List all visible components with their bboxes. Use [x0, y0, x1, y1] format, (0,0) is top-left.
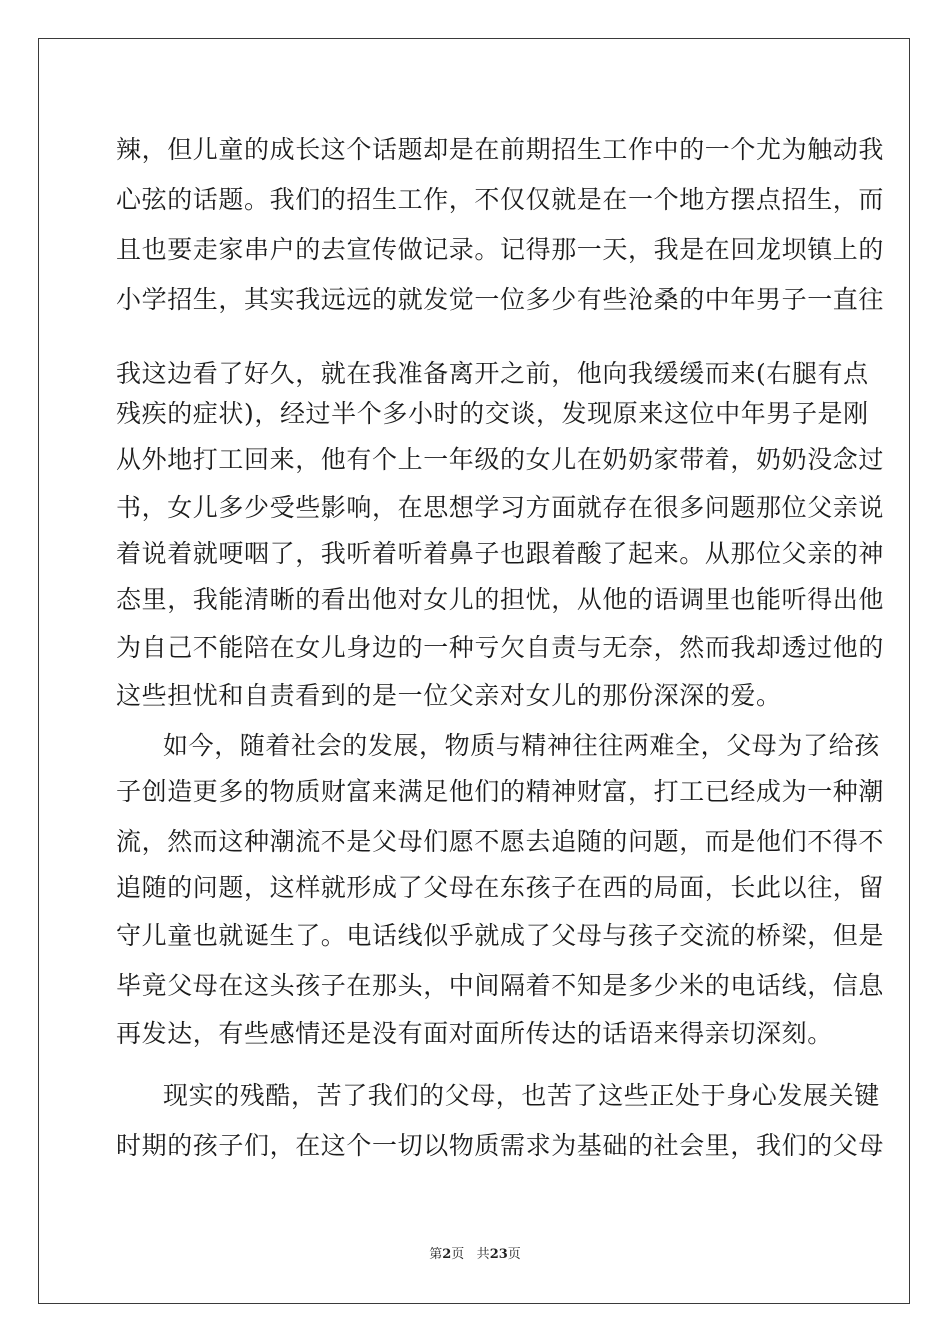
- text-line: 为自己不能陪在女儿身边的一种亏欠自责与无奈，然而我却透过他的: [116, 633, 885, 662]
- text-line: 残疾的症状)，经过半个多小时的交谈，发现原来这位中年男子是刚: [116, 399, 869, 428]
- text-line: 子创造更多的物质财富来满足他们的精神财富，打工已经成为一种潮: [116, 777, 885, 806]
- text-line: 心弦的话题。我们的招生工作，不仅仅就是在一个地方摆点招生，而: [116, 185, 885, 214]
- text-line: 守儿童也就诞生了。电话线似乎就成了父母与孩子交流的桥梁，但是: [116, 921, 885, 950]
- page-label-suffix: 页: [451, 1247, 465, 1262]
- page-label-prefix: 第: [429, 1247, 443, 1262]
- text-line: 时期的孩子们，在这个一切以物质需求为基础的社会里，我们的父母: [116, 1131, 885, 1160]
- text-line: 且也要走家串户的去宣传做记录。记得那一天，我是在回龙坝镇上的: [116, 235, 885, 264]
- text-line: 追随的问题，这样就形成了父母在东孩子在西的局面，长此以往，留: [116, 873, 885, 902]
- text-line: 态里，我能清晰的看出他对女儿的担忧，从他的语调里也能听得出他: [116, 585, 885, 614]
- text-line: 辣，但儿童的成长这个话题却是在前期招生工作中的一个尤为触动我: [116, 135, 885, 164]
- text-line: 小学招生，其实我远远的就发觉一位多少有些沧桑的中年男子一直往: [116, 285, 885, 314]
- text-line: 着说着就哽咽了，我听着听着鼻子也跟着酸了起来。从那位父亲的神: [116, 539, 885, 568]
- text-line: 从外地打工回来，他有个上一年级的女儿在奶奶家带着，奶奶没念过: [116, 445, 885, 474]
- paragraph-start-line: 如今，随着社会的发展，物质与精神往往两难全，父母为了给孩: [163, 731, 880, 760]
- page-footer: [0, 1246, 950, 1264]
- text-line: 流，然而这种潮流不是父母们愿不愿去追随的问题，而是他们不得不: [116, 827, 885, 856]
- text-line: 毕竟父母在这头孩子在那头，中间隔着不知是多少米的电话线，信息: [116, 971, 885, 1000]
- total-pages: 23: [489, 1247, 508, 1262]
- text-line: 再发达，有些感情还是没有面对面所传达的话语来得亲切深刻。: [116, 1019, 833, 1048]
- text-line: 我这边看了好久，就在我准备离开之前，他向我缓缓而来(右腿有点: [116, 359, 869, 388]
- total-label-suffix: 页: [507, 1247, 521, 1262]
- text-line: 这些担忧和自责看到的是一位父亲对女儿的那份深深的爱。: [116, 681, 782, 710]
- total-label-prefix: 共: [476, 1247, 490, 1262]
- text-line: 书，女儿多少受些影响，在思想学习方面就存在很多问题那位父亲说: [116, 493, 885, 522]
- paragraph-start-line: 现实的残酷，苦了我们的父母，也苦了这些正处于身心发展关键: [163, 1081, 880, 1110]
- page-number: 2: [442, 1247, 452, 1262]
